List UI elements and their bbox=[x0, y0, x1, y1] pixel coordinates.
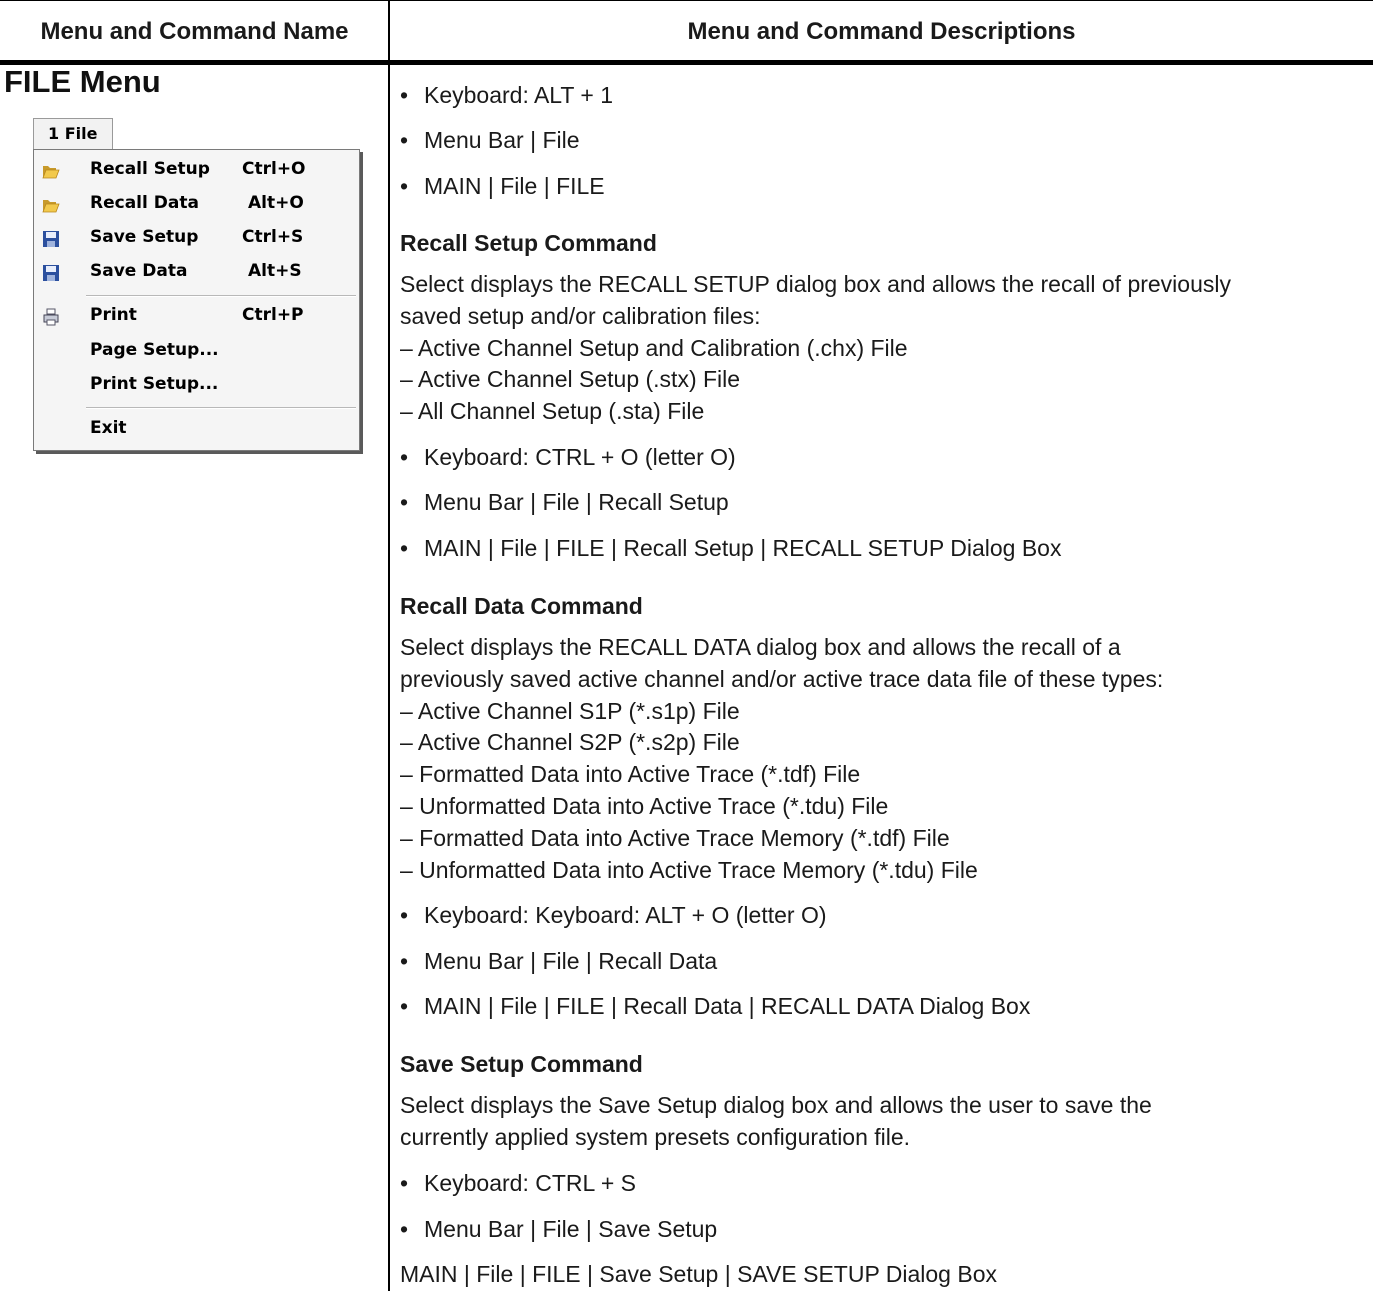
list-item: • MAIN | File | FILE bbox=[400, 173, 605, 199]
folder-open-icon bbox=[42, 194, 60, 212]
menu-item-print-setup[interactable]: Print Setup... bbox=[90, 374, 219, 394]
section-title: FILE Menu bbox=[4, 64, 161, 99]
paragraph: saved setup and/or calibration files: bbox=[400, 303, 761, 329]
recall-setup-heading: Recall Setup Command bbox=[400, 230, 657, 256]
menu-item-recall-setup[interactable]: Recall Setup Ctrl+O bbox=[34, 154, 359, 184]
menu-tab-file[interactable]: 1 File bbox=[33, 118, 113, 150]
file-menu-dropdown bbox=[33, 149, 360, 451]
list-item: • Menu Bar | File | Save Setup bbox=[400, 1216, 718, 1242]
list-item: – Formatted Data into Active Trace Memory (*.tdf) File bbox=[400, 825, 950, 851]
list-item: • MAIN | File | FILE | Recall Data | RECALL DATA Dialog Box bbox=[400, 993, 1031, 1019]
list-item: – Active Channel Setup (.stx) File bbox=[400, 366, 741, 392]
save-setup-heading: Save Setup Command bbox=[400, 1051, 643, 1077]
list-item: – All Channel Setup (.sta) File bbox=[400, 398, 705, 424]
list-item: – Unformatted Data into Active Trace (*.tdu) File bbox=[400, 793, 889, 819]
menu-item-page-setup[interactable]: Page Setup... bbox=[90, 340, 219, 360]
menu-item-exit[interactable]: Exit bbox=[90, 418, 127, 438]
menu-separator bbox=[86, 407, 356, 409]
header-menu-command-name: Menu and Command Name bbox=[40, 18, 349, 45]
list-item: • Keyboard: CTRL + O (letter O) bbox=[400, 444, 736, 470]
list-item: – Formatted Data into Active Trace (*.tdf) File bbox=[400, 761, 861, 787]
list-item: – Active Channel Setup and Calibration (.chx) File bbox=[400, 335, 908, 361]
header-rule bbox=[0, 60, 1373, 65]
paragraph: MAIN | File | FILE | Save Setup | SAVE SETUP Dialog Box bbox=[400, 1261, 998, 1287]
printer-icon bbox=[42, 306, 60, 324]
table-header-row bbox=[0, 0, 1373, 62]
menu-item-save-data[interactable]: Save Data Alt+S bbox=[34, 256, 359, 286]
floppy-disk-icon bbox=[42, 262, 60, 280]
list-item: • Keyboard: CTRL + S bbox=[400, 1170, 636, 1196]
menu-separator bbox=[86, 295, 356, 297]
menu-item-recall-data[interactable]: Recall Data Alt+O bbox=[34, 188, 359, 218]
list-item: • Menu Bar | File bbox=[400, 127, 580, 153]
paragraph: previously saved active channel and/or active trace data file of these types: bbox=[400, 666, 1164, 692]
folder-open-icon bbox=[42, 160, 60, 178]
paragraph: Select displays the RECALL DATA dialog box and allows the recall of a bbox=[400, 634, 1121, 660]
header-menu-command-descriptions: Menu and Command Descriptions bbox=[687, 18, 1076, 45]
paragraph: currently applied system presets configuration file. bbox=[400, 1124, 911, 1150]
column-divider bbox=[388, 0, 390, 1291]
list-item: – Unformatted Data into Active Trace Memory (*.tdu) File bbox=[400, 857, 978, 883]
list-item: • MAIN | File | FILE | Recall Setup | RECALL SETUP Dialog Box bbox=[400, 535, 1062, 561]
paragraph: Select displays the Save Setup dialog box and allows the user to save the bbox=[400, 1092, 1152, 1118]
list-item: • Menu Bar | File | Recall Data bbox=[400, 948, 718, 974]
list-item: • Menu Bar | File | Recall Setup bbox=[400, 489, 729, 515]
list-item: • Keyboard: Keyboard: ALT + O (letter O) bbox=[400, 902, 827, 928]
floppy-disk-icon bbox=[42, 228, 60, 246]
recall-data-heading: Recall Data Command bbox=[400, 593, 643, 619]
paragraph: Select displays the RECALL SETUP dialog box and allows the recall of previously bbox=[400, 271, 1231, 297]
list-item: – Active Channel S2P (*.s2p) File bbox=[400, 729, 740, 755]
list-item: • Keyboard: ALT + 1 bbox=[400, 82, 614, 108]
menu-item-print[interactable]: Print Ctrl+P bbox=[34, 300, 359, 330]
list-item: – Active Channel S1P (*.s1p) File bbox=[400, 698, 740, 724]
menu-item-save-setup[interactable]: Save Setup Ctrl+S bbox=[34, 222, 359, 252]
